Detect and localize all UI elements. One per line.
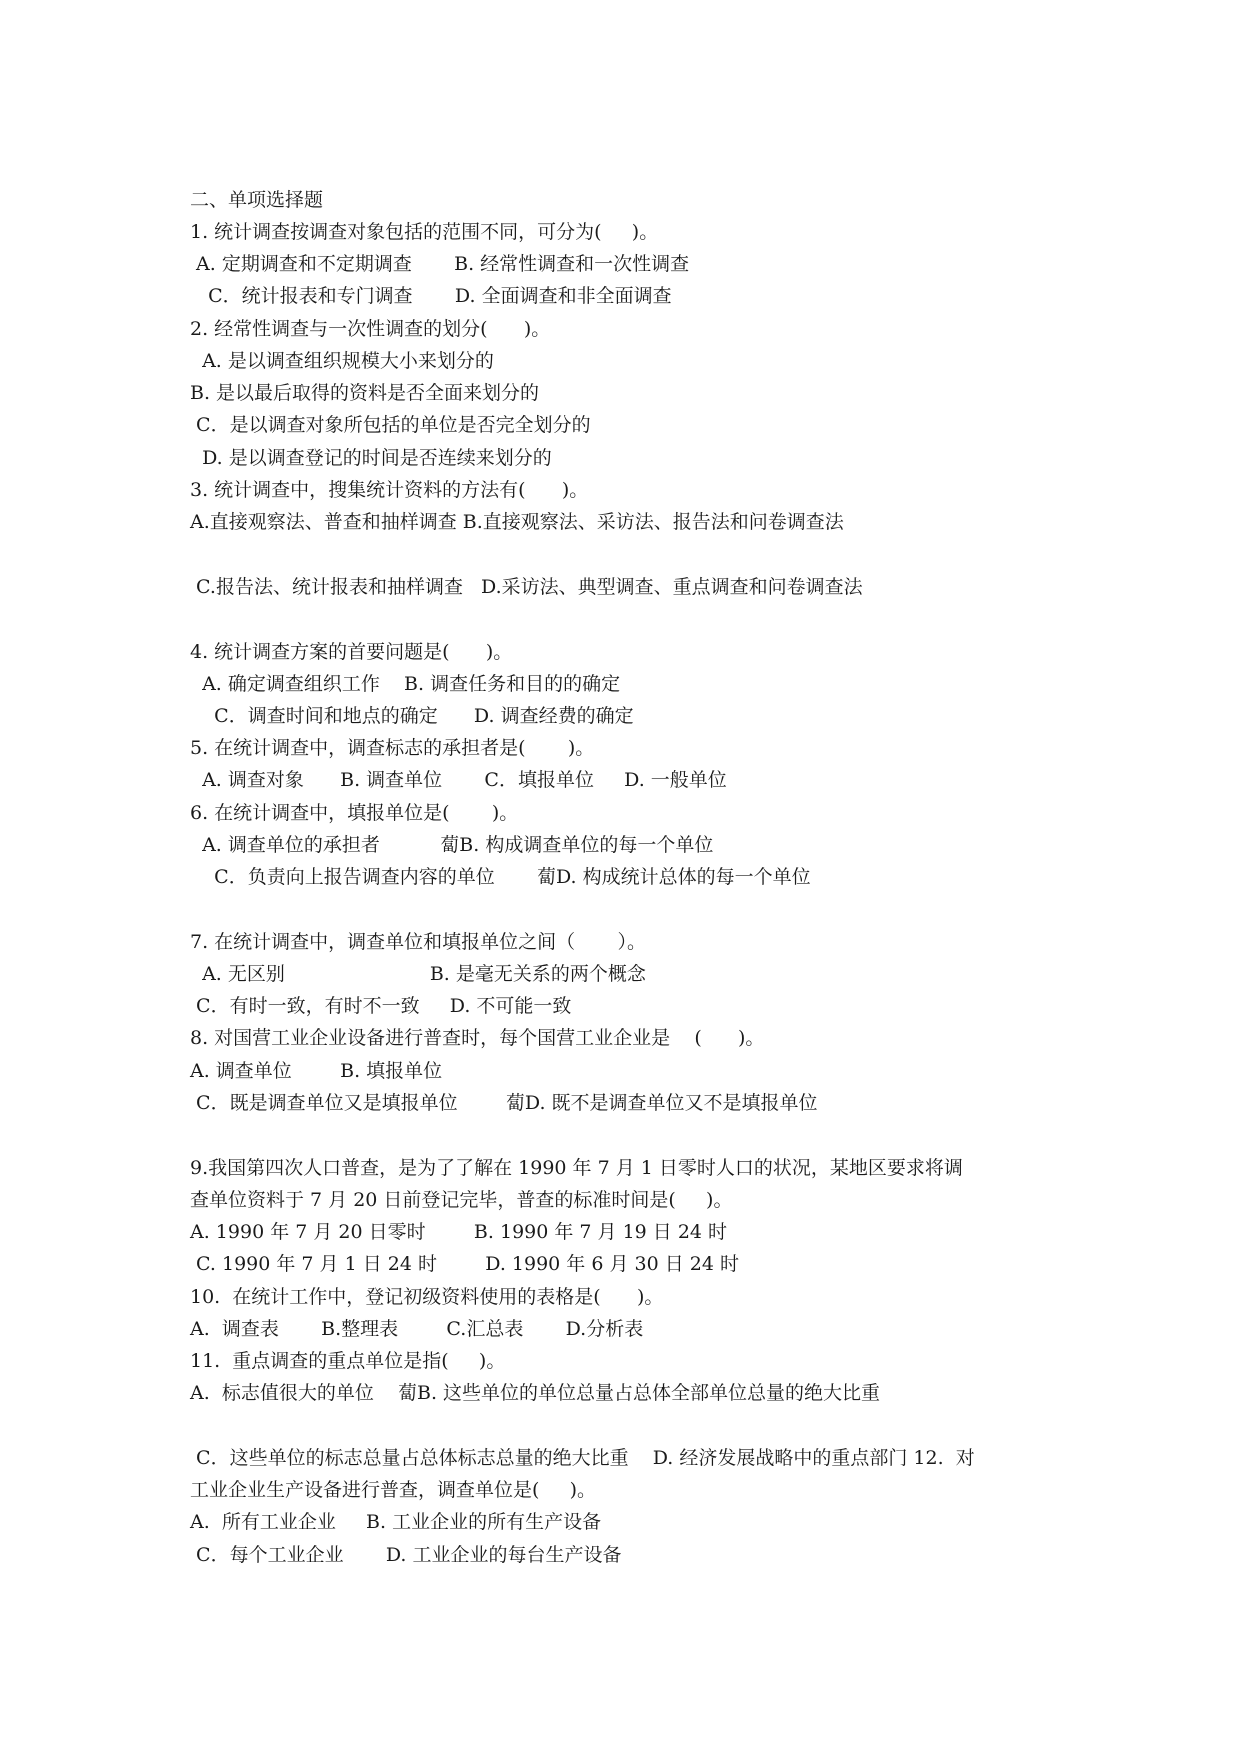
question-4: 4. 统计调查方案的首要问题是( )。 — [190, 641, 513, 663]
question-12-continued: 工业企业生产设备进行普查，调查单位是( )。 — [190, 1479, 597, 1501]
question-12-options-ab: A. 所有工业企业 B. 工业企业的所有生产设备 — [190, 1511, 602, 1533]
question-7: 7. 在统计调查中，调查单位和填报单位之间（ ）。 — [190, 931, 646, 953]
question-1-options-cd: C．统计报表和专门调查 D. 全面调查和非全面调查 — [190, 285, 672, 307]
question-7-options-ab: A. 无区别 B. 是毫无关系的两个概念 — [190, 963, 646, 985]
question-11: 11. 重点调查的重点单位是指( )。 — [190, 1350, 506, 1372]
question-2-option-c: C．是以调查对象所包括的单位是否完全划分的 — [190, 414, 591, 436]
question-11-options-ab: A. 标志值很大的单位 蔔B. 这些单位的单位总量占总体全部单位总量的绝大比重 — [190, 1382, 881, 1404]
question-11-options-cd-and-question-12: C．这些单位的标志总量占总体标志总量的绝大比重 D. 经济发展战略中的重点部门 12. 对 — [190, 1447, 975, 1469]
question-1: 1. 统计调查按调查对象包括的范围不同，可分为( )。 — [190, 221, 659, 243]
question-9-options-ab: A. 1990 年 7 月 20 日零时 B. 1990 年 7 月 19 日 24 时 — [190, 1221, 728, 1243]
question-8-options-ab: A. 调查单位 B. 填报单位 — [190, 1060, 443, 1082]
question-5-options: A. 调查对象 B. 调查单位 C．填报单位 D. 一般单位 — [190, 769, 727, 791]
question-4-options-ab: A. 确定调查组织工作 B. 调查任务和目的的确定 — [190, 673, 621, 695]
question-9-line-1: 9.我国第四次人口普查，是为了了解在 1990 年 7 月 1 日零时人口的状况，某地区要求将调 — [190, 1157, 963, 1179]
question-8-options-cd: C．既是调查单位又是填报单位 蔔D. 既不是调查单位又不是填报单位 — [190, 1092, 818, 1114]
question-6: 6. 在统计调查中，填报单位是( )。 — [190, 802, 519, 824]
question-7-options-cd: C．有时一致，有时不一致 D. 不可能一致 — [190, 995, 572, 1017]
question-9-line-2: 查单位资料于 7 月 20 日前登记完毕，普查的标准时间是( )。 — [190, 1189, 733, 1211]
question-2-option-d: D. 是以调查登记的时间是否连续来划分的 — [190, 447, 552, 469]
question-4-options-cd: C．调查时间和地点的确定 D. 调查经费的确定 — [190, 705, 634, 727]
question-10-options: A. 调查表 B.整理表 C.汇总表 D.分析表 — [190, 1318, 644, 1340]
question-3: 3. 统计调查中，搜集统计资料的方法有( )。 — [190, 479, 589, 501]
section-heading: 二、单项选择题 — [190, 189, 324, 211]
question-8: 8. 对国营工业企业设备进行普查时，每个国营工业企业是 ( )。 — [190, 1027, 765, 1049]
question-6-options-ab: A. 调查单位的承担者 蔔B. 构成调查单位的每一个单位 — [190, 834, 714, 856]
question-6-options-cd: C．负责向上报告调查内容的单位 蔔D. 构成统计总体的每一个单位 — [190, 866, 811, 888]
question-3-options-cd: C.报告法、统计报表和抽样调查 D.采访法、典型调查、重点调查和问卷调查法 — [190, 576, 863, 598]
question-3-options-ab: A.直接观察法、普查和抽样调查 B.直接观察法、采访法、报告法和问卷调查法 — [190, 511, 844, 533]
question-9-options-cd: C. 1990 年 7 月 1 日 24 时 D. 1990 年 6 月 30 日 24 时 — [190, 1253, 739, 1275]
question-1-options-ab: A. 定期调查和不定期调查 B. 经常性调查和一次性调查 — [190, 253, 690, 275]
question-5: 5. 在统计调查中，调查标志的承担者是( )。 — [190, 737, 595, 759]
question-2: 2. 经常性调查与一次性调查的划分( )。 — [190, 318, 551, 340]
question-2-option-a: A. 是以调查组织规模大小来划分的 — [190, 350, 494, 372]
question-12-options-cd: C．每个工业企业 D. 工业企业的每台生产设备 — [190, 1544, 622, 1566]
question-10: 10. 在统计工作中，登记初级资料使用的表格是( )。 — [190, 1286, 664, 1308]
question-2-option-b: B. 是以最后取得的资料是否全面来划分的 — [190, 382, 540, 404]
